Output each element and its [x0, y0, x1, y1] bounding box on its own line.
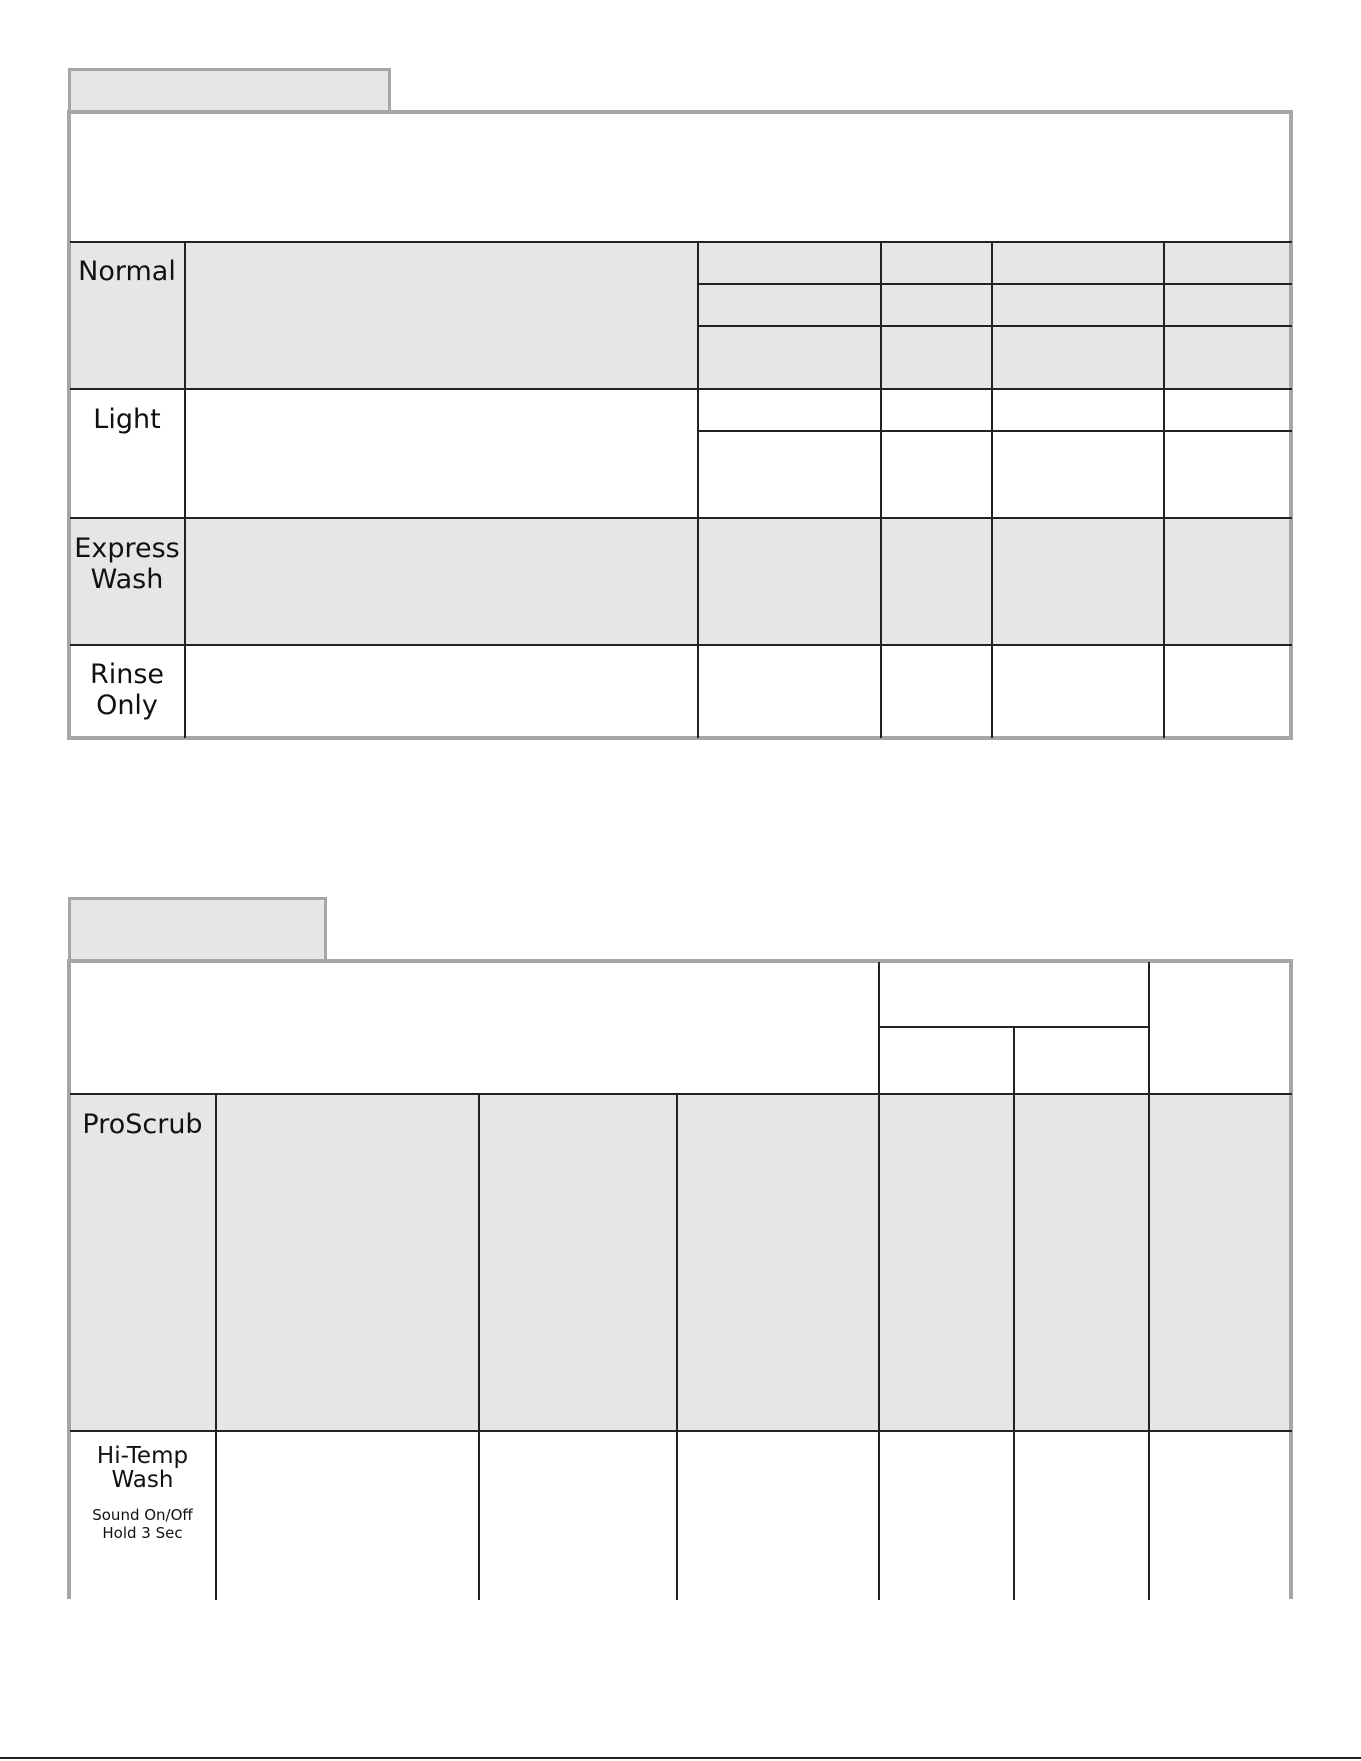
table-1-vline: [880, 241, 882, 738]
table-2-vline: [215, 1094, 217, 1600]
cycle-label-line: Only: [96, 690, 158, 721]
table-2-hline: [70, 1093, 1292, 1095]
cycle-label-light: [70, 404, 184, 435]
cycle-label-proscrub: [70, 1109, 215, 1140]
cycle-label-hi-temp-wash: [70, 1444, 215, 1492]
table-2-border-right: [1289, 959, 1293, 1599]
cycle-label-line: Express: [74, 533, 180, 564]
table-1-border-top: [67, 110, 1293, 114]
cycle-label-line: Light: [93, 404, 161, 435]
table-2-border-left: [67, 959, 71, 1599]
cycle-label-normal: [70, 256, 184, 287]
table-1-vline: [697, 241, 699, 738]
table-1-vline: [184, 241, 186, 738]
table-1-tab: [68, 68, 391, 113]
table-2-vline: [1013, 1094, 1015, 1600]
cycle-label-express-wash: [70, 533, 184, 595]
cycle-sub-line: Sound On/Off: [92, 1506, 193, 1524]
sound-toggle-hint: [70, 1506, 215, 1542]
table-1-hline: [70, 644, 1292, 646]
cycle-label-line: Wash: [111, 1467, 174, 1493]
cycle-sub-line: Hold 3 Sec: [102, 1524, 183, 1542]
row-normal-fill: [70, 242, 1289, 388]
table-2-tab: [68, 897, 327, 962]
table-1-hline: [70, 517, 1292, 519]
table-1-subline: [698, 325, 1292, 327]
table-2-vline: [1013, 1027, 1015, 1094]
table-2-vline: [878, 962, 880, 1094]
cycle-label-line: Rinse: [89, 659, 165, 690]
row-express-wash-fill: [70, 518, 1289, 644]
table-2-vline: [1148, 962, 1150, 1094]
table-1-hline: [70, 241, 1292, 243]
table-1-vline: [1163, 241, 1165, 738]
row-proscrub-fill: [70, 1095, 1289, 1431]
table-2-vline: [478, 1094, 480, 1600]
table-2-hline: [70, 1430, 1292, 1432]
table-2-vline: [676, 1094, 678, 1600]
table-1-header: [80, 125, 1280, 225]
table-1-hline: [70, 388, 1292, 390]
table-1-vline: [991, 241, 993, 738]
table-2-border-top: [67, 959, 1293, 963]
cycle-label-line: ProScrub: [82, 1109, 203, 1140]
page-bottom-rule: [0, 1757, 1361, 1759]
cycle-label-rinse-only: [70, 659, 184, 721]
cycle-label-line: Hi-Temp: [96, 1443, 189, 1469]
table-1-subline: [698, 430, 1292, 432]
table-1-subline: [698, 283, 1292, 285]
table-1-border-bottom: [67, 736, 1293, 740]
table-2-vline: [1148, 1094, 1150, 1600]
cycle-label-line: Normal: [78, 256, 176, 287]
cycle-label-line: Wash: [90, 564, 164, 595]
table-2-vline: [878, 1094, 880, 1600]
